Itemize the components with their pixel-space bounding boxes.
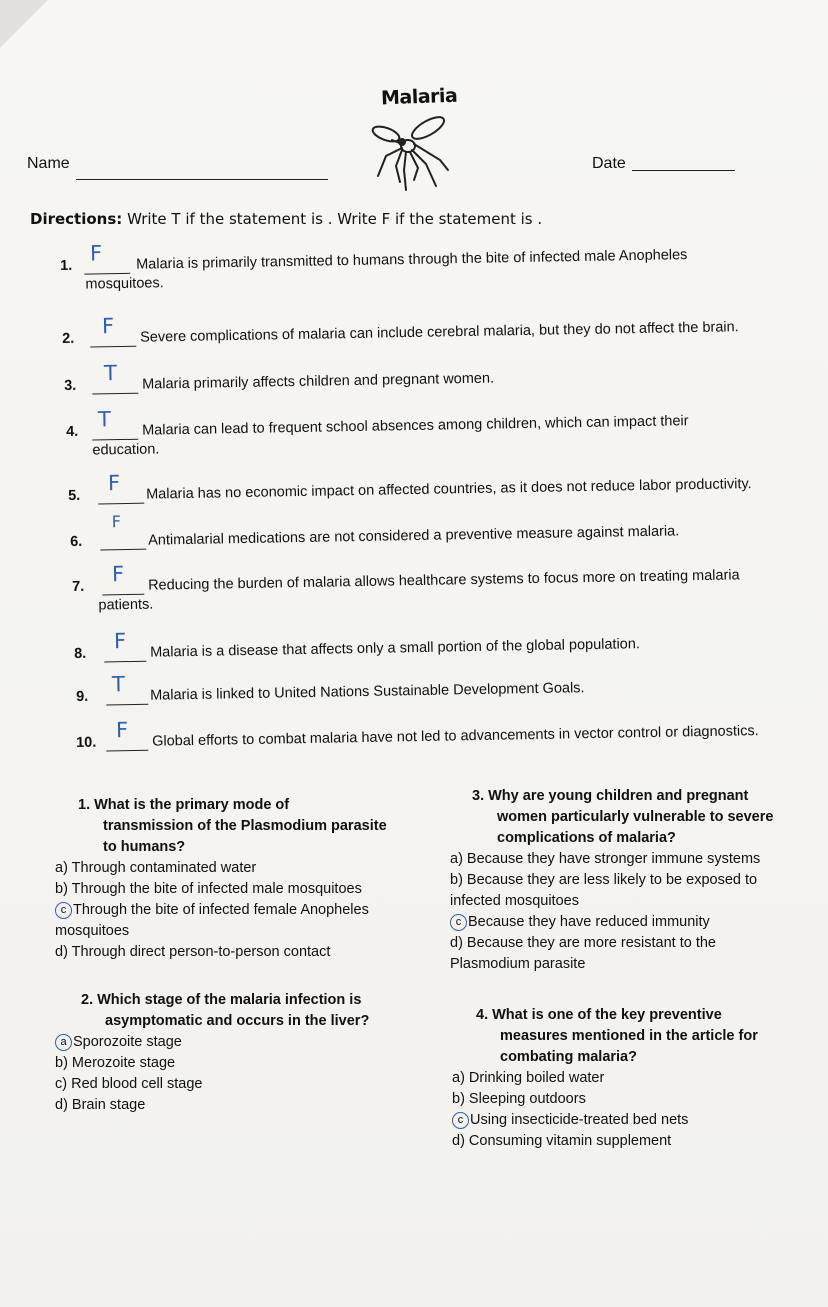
selected-answer-circle: c: [450, 914, 467, 931]
tf-statement-cont: patients.: [98, 596, 154, 614]
answer-option-text: Sporozoite stage: [73, 1034, 182, 1050]
answer-option[interactable]: d) Through direct person-to-person contact: [55, 944, 331, 960]
answer-option[interactable]: b) Because they are less likely to be exposed to: [450, 872, 758, 888]
answer-option[interactable]: b) Merozoite stage: [55, 1055, 176, 1071]
directions: [30, 210, 542, 228]
tf-item: [74, 629, 714, 662]
tf-statement: Malaria can lead to frequent school absences among children, which can impact their: [142, 413, 689, 439]
answer-option[interactable]: b) Sleeping outdoors: [452, 1091, 586, 1107]
answer-mark: F: [111, 562, 125, 587]
question-line: transmission of the Plasmodium parasite: [103, 818, 387, 834]
mcq-question: [450, 786, 810, 975]
tf-statement-cont: mosquitoes.: [85, 275, 164, 293]
tf-item: [60, 241, 760, 293]
tf-item: [72, 562, 792, 614]
tf-item: [76, 718, 796, 751]
tf-statement: Malaria is linked to United Nations Sustainable Development Goals.: [150, 680, 585, 704]
tf-number: 6.: [70, 533, 83, 550]
answer-mark: F: [115, 718, 129, 743]
answer-option[interactable]: d) Brain stage: [55, 1097, 146, 1113]
directions-label: Directions:: [30, 210, 123, 228]
answer-mark: F: [111, 512, 122, 532]
question-line: combating malaria?: [500, 1049, 637, 1065]
tf-number: 4.: [66, 423, 79, 440]
tf-number: 8.: [74, 645, 87, 662]
tf-item: [68, 471, 808, 504]
question-line: to humans?: [103, 839, 186, 855]
tf-item: [62, 314, 782, 347]
date-label: Date: [592, 155, 626, 172]
mcq-question: [452, 1005, 812, 1152]
answer-option[interactable]: d) Consuming vitamin supplement: [452, 1133, 672, 1149]
question-line: women particularly vulnerable to severe: [497, 809, 774, 825]
question-line: 3. Why are young children and pregnant: [472, 788, 749, 804]
mcq-question: [55, 795, 435, 963]
answer-option[interactable]: c) Red blood cell stage: [55, 1076, 203, 1092]
answer-option[interactable]: [450, 912, 810, 933]
answer-option[interactable]: a) Drinking boiled water: [452, 1070, 605, 1086]
tf-item: [64, 361, 664, 394]
tf-statement: Severe complications of malaria can include cerebral malaria, but they do not affect the brain.: [140, 319, 739, 346]
question-line: 1. What is the primary mode of: [78, 797, 290, 813]
answer-mark: F: [89, 241, 103, 266]
answer-option[interactable]: [55, 900, 435, 921]
tf-statement: Reducing the burden of malaria allows healthcare systems to focus more on treating malaria: [148, 567, 740, 594]
question-line: complications of malaria?: [497, 830, 676, 846]
answer-option-cont: mosquitoes: [55, 923, 130, 939]
folded-corner: [0, 0, 48, 48]
selected-answer-circle: a: [55, 1034, 72, 1051]
answer-option-text: Using insecticide-treated bed nets: [470, 1112, 689, 1128]
tf-statement: Malaria is a disease that affects only a small portion of the global population.: [150, 636, 641, 661]
answer-mark: T: [111, 672, 125, 697]
question-line: asymptomatic and occurs in the liver?: [105, 1013, 370, 1029]
tf-statement: Antimalarial medications are not considered a preventive measure against malaria.: [148, 523, 680, 549]
mosquito-icon: [366, 110, 462, 194]
answer-option[interactable]: d) Because they are more resistant to the: [450, 935, 716, 951]
question-line: 2. Which stage of the malaria infection is: [81, 992, 362, 1008]
tf-item: [70, 512, 770, 550]
tf-statement: Global efforts to combat malaria have not led to advancements in vector control or diagnostics.: [152, 723, 759, 750]
answer-option[interactable]: a) Through contaminated water: [55, 860, 257, 876]
answer-mark: F: [101, 314, 115, 339]
tf-number: 3.: [64, 377, 77, 394]
answer-blank[interactable]: [100, 532, 146, 551]
answer-option[interactable]: [55, 1032, 415, 1053]
answer-option[interactable]: [452, 1110, 812, 1131]
selected-answer-circle: c: [452, 1112, 469, 1129]
answer-option[interactable]: a) Because they have stronger immune systems: [450, 851, 761, 867]
tf-number: 7.: [72, 578, 85, 595]
date-field[interactable]: [632, 170, 735, 171]
name-label: Name: [27, 155, 70, 172]
tf-item: [76, 672, 676, 705]
tf-statement: Malaria has no economic impact on affected countries, as it does not reduce labor productivity.: [146, 476, 752, 503]
name-field[interactable]: [76, 179, 328, 180]
tf-statement-cont: education.: [92, 441, 160, 459]
mcq-question: [55, 990, 415, 1116]
tf-number: 1.: [60, 257, 73, 274]
tf-number: 5.: [68, 487, 81, 504]
answer-option-text: Because they have reduced immunity: [468, 914, 710, 930]
answer-mark: F: [107, 471, 121, 496]
worksheet-title: Malaria: [380, 84, 458, 110]
answer-blank[interactable]: [98, 486, 144, 505]
answer-mark: T: [103, 361, 117, 386]
selected-answer-circle: c: [55, 902, 72, 919]
answer-mark: F: [113, 629, 127, 654]
question-line: 4. What is one of the key preventive: [476, 1007, 722, 1023]
answer-option[interactable]: b) Through the bite of infected male mosquitoes: [55, 881, 362, 897]
tf-statement: Malaria is primarily transmitted to humans through the bite of infected male Anopheles: [136, 247, 688, 273]
tf-item: [66, 407, 766, 459]
tf-number: 9.: [76, 688, 89, 705]
answer-option-text: Through the bite of infected female Anopheles: [73, 902, 369, 918]
directions-text: Write T if the statement is . Write F if the statement is .: [127, 210, 543, 228]
tf-statement: Malaria primarily affects children and pregnant women.: [142, 370, 495, 393]
tf-number: 10.: [76, 734, 97, 751]
tf-number: 2.: [62, 330, 75, 347]
answer-option-cont: Plasmodium parasite: [450, 956, 586, 972]
answer-mark: T: [97, 407, 111, 432]
answer-option-cont: infected mosquitoes: [450, 893, 579, 909]
question-line: measures mentioned in the article for: [500, 1028, 758, 1044]
